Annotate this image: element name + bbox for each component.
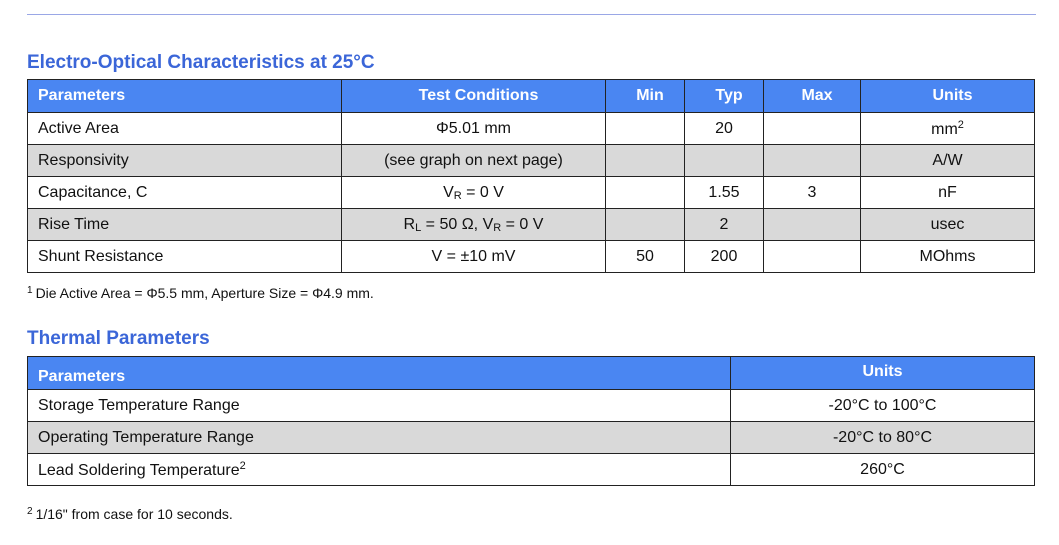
top-rule: [27, 14, 1036, 15]
units-cell: usec: [861, 209, 1035, 241]
parameter-superscript: 2: [239, 459, 246, 472]
typ-cell: 1.55: [685, 177, 764, 209]
min-cell: [606, 177, 685, 209]
header-max: Max: [764, 80, 861, 113]
table-row: [28, 422, 1035, 454]
max-cell: [764, 241, 861, 273]
units-cell: -20°C to 80°C: [731, 422, 1035, 454]
cond-mid: = 50 Ω, V: [421, 215, 494, 233]
header-min: Min: [606, 80, 685, 113]
table-row: [28, 454, 1035, 486]
footnote-mark: 2: [27, 506, 33, 517]
min-cell: [606, 145, 685, 177]
parameter-cell: Storage Temperature Range: [28, 390, 731, 422]
table-row: [28, 241, 1035, 273]
typ-cell: 20: [685, 113, 764, 145]
cond-v-subscript: R: [493, 221, 502, 234]
units-cell: MOhms: [861, 241, 1035, 273]
condition-cell: Φ5.01 mm: [342, 113, 606, 145]
typ-cell: 2: [685, 209, 764, 241]
header-typ: Typ: [685, 80, 764, 113]
electro-optical-table: [27, 79, 1035, 273]
condition-cell: [342, 209, 606, 241]
table-row: [28, 113, 1035, 145]
max-cell: [764, 113, 861, 145]
condition-cell: V = ±10 mV: [342, 241, 606, 273]
parameter-cell: Operating Temperature Range: [28, 422, 731, 454]
cond-r: R: [403, 215, 416, 233]
parameter-cell: Responsivity: [28, 145, 342, 177]
condition-cell: [342, 177, 606, 209]
units-cell: A/W: [861, 145, 1035, 177]
table-header-row: [28, 357, 1035, 390]
parameter-cell: Capacitance, C: [28, 177, 342, 209]
header-units: Units: [731, 357, 1035, 390]
typ-cell: 200: [685, 241, 764, 273]
table-header-row: [28, 80, 1035, 113]
electro-optical-title: Electro-Optical Characteristics at 25°C: [27, 52, 375, 73]
footnote-1: [27, 285, 374, 301]
units-cell: -20°C to 100°C: [731, 390, 1035, 422]
max-cell: [764, 209, 861, 241]
footnote-text: 1/16" from case for 10 seconds.: [35, 506, 233, 522]
min-cell: [606, 209, 685, 241]
thermal-table: [27, 356, 1035, 486]
table-row: [28, 145, 1035, 177]
units-superscript: 2: [957, 118, 964, 131]
typ-cell: [685, 145, 764, 177]
parameter-cell: [28, 454, 731, 486]
table-row: [28, 209, 1035, 241]
max-cell: 3: [764, 177, 861, 209]
thermal-title: Thermal Parameters: [27, 328, 210, 349]
cond-v: V: [443, 183, 454, 201]
min-cell: [606, 113, 685, 145]
header-parameters: Parameters: [28, 80, 342, 113]
units-cell: nF: [861, 177, 1035, 209]
cond-rest: = 0 V: [461, 183, 504, 201]
max-cell: [764, 145, 861, 177]
parameter-cell: Rise Time: [28, 209, 342, 241]
parameter-cell: Active Area: [28, 113, 342, 145]
units-cell: 260°C: [731, 454, 1035, 486]
parameter-cell: Shunt Resistance: [28, 241, 342, 273]
header-units: Units: [861, 80, 1035, 113]
cond-v-subscript: R: [453, 189, 462, 202]
table-row: [28, 177, 1035, 209]
footnote-mark: 1: [27, 285, 33, 296]
units-cell: [861, 113, 1035, 145]
table-row: [28, 390, 1035, 422]
cond-rest: = 0 V: [501, 215, 544, 233]
header-parameters: Parameters: [28, 357, 731, 390]
footnote-text: Die Active Area = Φ5.5 mm, Aperture Size = Φ4.9 mm.: [35, 285, 374, 301]
units-base: mm: [931, 120, 958, 138]
parameter-text: Lead Soldering Temperature: [38, 461, 240, 479]
condition-cell: (see graph on next page): [342, 145, 606, 177]
footnote-2: [27, 506, 233, 522]
header-test-conditions: Test Conditions: [342, 80, 606, 113]
cond-r-subscript: L: [415, 221, 422, 234]
min-cell: 50: [606, 241, 685, 273]
